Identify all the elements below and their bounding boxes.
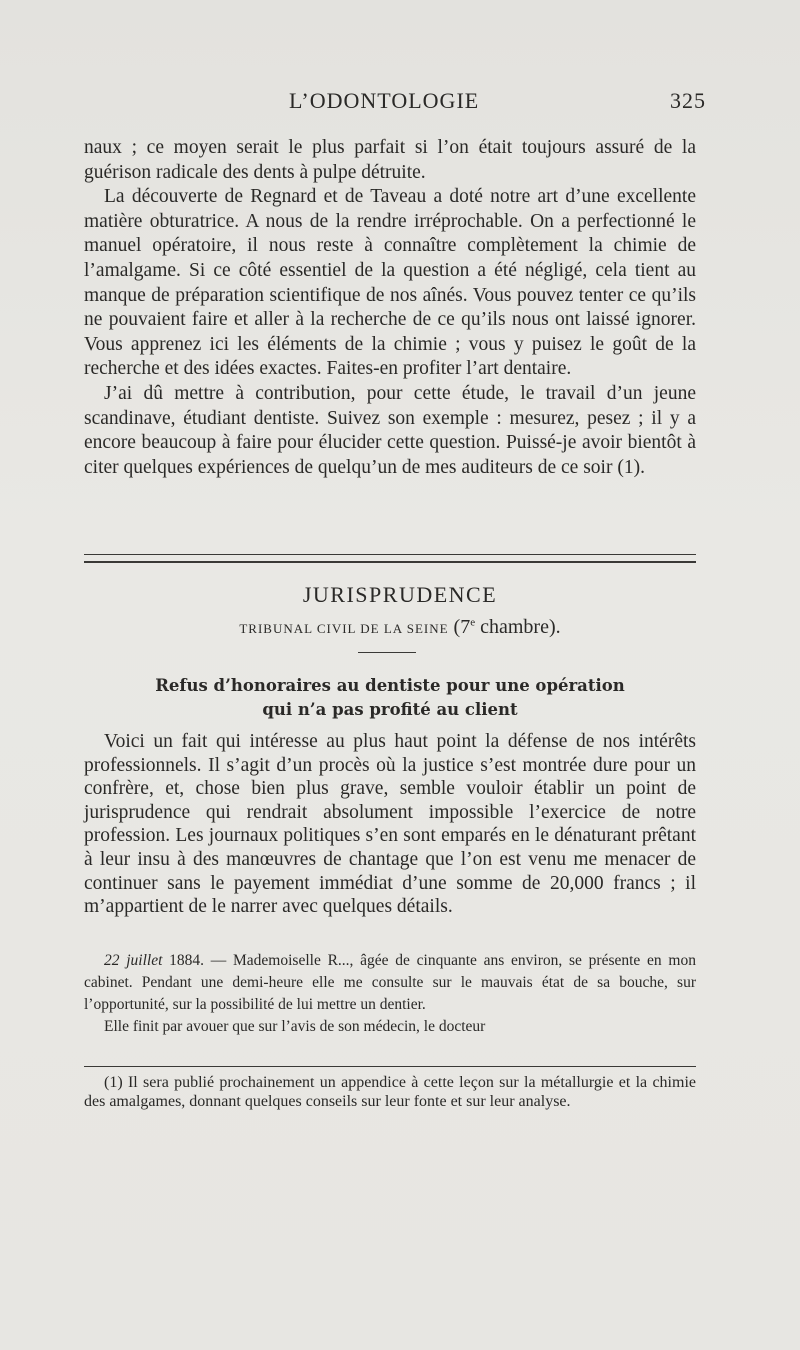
headline-line: qui n’a pas profité au client [262, 700, 518, 719]
section-title: JURISPRUDENCE [302, 582, 498, 607]
footnote [84, 1073, 696, 1111]
court-name: TRIBUNAL CIVIL DE LA SEINE [239, 621, 449, 636]
section-subtitle [0, 616, 800, 639]
chamber-suffix: chambre). [475, 616, 561, 638]
page-number: 325 [670, 88, 706, 113]
footnote-divider [84, 1066, 696, 1067]
article-lead [84, 730, 696, 919]
intro-text [84, 136, 696, 480]
entry-text: 1884. — Mademoiselle R..., âgée de cinquante ans environ, se présente en mon cabinet. Pendant une demi-heure elle me consulte sur le mauvais état de sa bouche, sur l’opportunité, sur la possibilité de lui mettre un dentier. [84, 952, 696, 1013]
section-divider [84, 554, 696, 563]
paragraph: Voici un fait qui intéresse au plus haut point la défense de nos intérêts professionnels. Il s’agit d’un procès où la justice s’est montrée dure pour un confrère, et, chose bien plus grave, semble vouloir établir un point de jurisprudence qui rendrait absolument impossible l’exercice de notre profession. Les journaux politiques s’en sont emparés en le dénaturant prêtant à leur insu à des manœuvres de chantage que l’on est venu me menacer de continuer sans le payement immédiat d’une somme de 20,000 francs ; il m’appartient de le narrer avec quelques détails. [84, 731, 696, 918]
paragraph: La découverte de Regnard et de Taveau a doté notre art d’une excellente matière obturatrice. A nous de la rendre irréprochable. On a perfectionné le manuel opératoire, il nous reste à connaître complètement la chimie de l’amalgame. Si ce côté essentiel de la question a été négligé, cela tient au manque de préparation scientifique de nos aînés. Vous pouvez tenter ce qu’ils ne pouvaient faire et aller à la recherche de ce qu’ils nous ont laissé ignorer. Vous apprenez ici les éléments de la chimie ; vous y puisez le goût de la recherche et des idées exactes. Faites-en profiter l’art dentaire. [84, 186, 696, 380]
paragraph: J’ai dû mettre à contribution, pour cette étude, le travail d’un jeune scandinave, étudiant dentiste. Suivez son exemple : mesurez, pesez ; il y a encore beaucoup à faire pour élucider cette question. Puissé-je avoir bientôt à citer quelques expériences de quelqu’un de mes auditeurs de ce soir (1). [84, 382, 696, 478]
chamber-prefix: (7 [453, 616, 471, 638]
article-headline [84, 674, 696, 722]
headline-line: Refus d’honoraires au dentiste pour une opération [155, 676, 625, 695]
paragraph: Elle finit par avouer que sur l’avis de son médecin, le docteur [104, 1018, 486, 1035]
footnote-text: (1) Il sera publié prochainement un appendice à cette leçon sur la métallurgie et la chimie des amalgames, donnant quelques conseils sur leur fonte et sur leur analyse. [84, 1074, 696, 1110]
chamber-sup: e [470, 616, 476, 629]
paragraph: naux ; ce moyen serait le plus parfait si l’on était toujours assuré de la guérison radicale des dents à pulpe détruite. [84, 137, 696, 183]
short-divider [358, 652, 416, 653]
article-entry [84, 950, 696, 1038]
entry-date: 22 juillet [104, 952, 163, 969]
paragraph [84, 950, 696, 1016]
journal-title: L’ODONTOLOGIE [289, 88, 480, 113]
